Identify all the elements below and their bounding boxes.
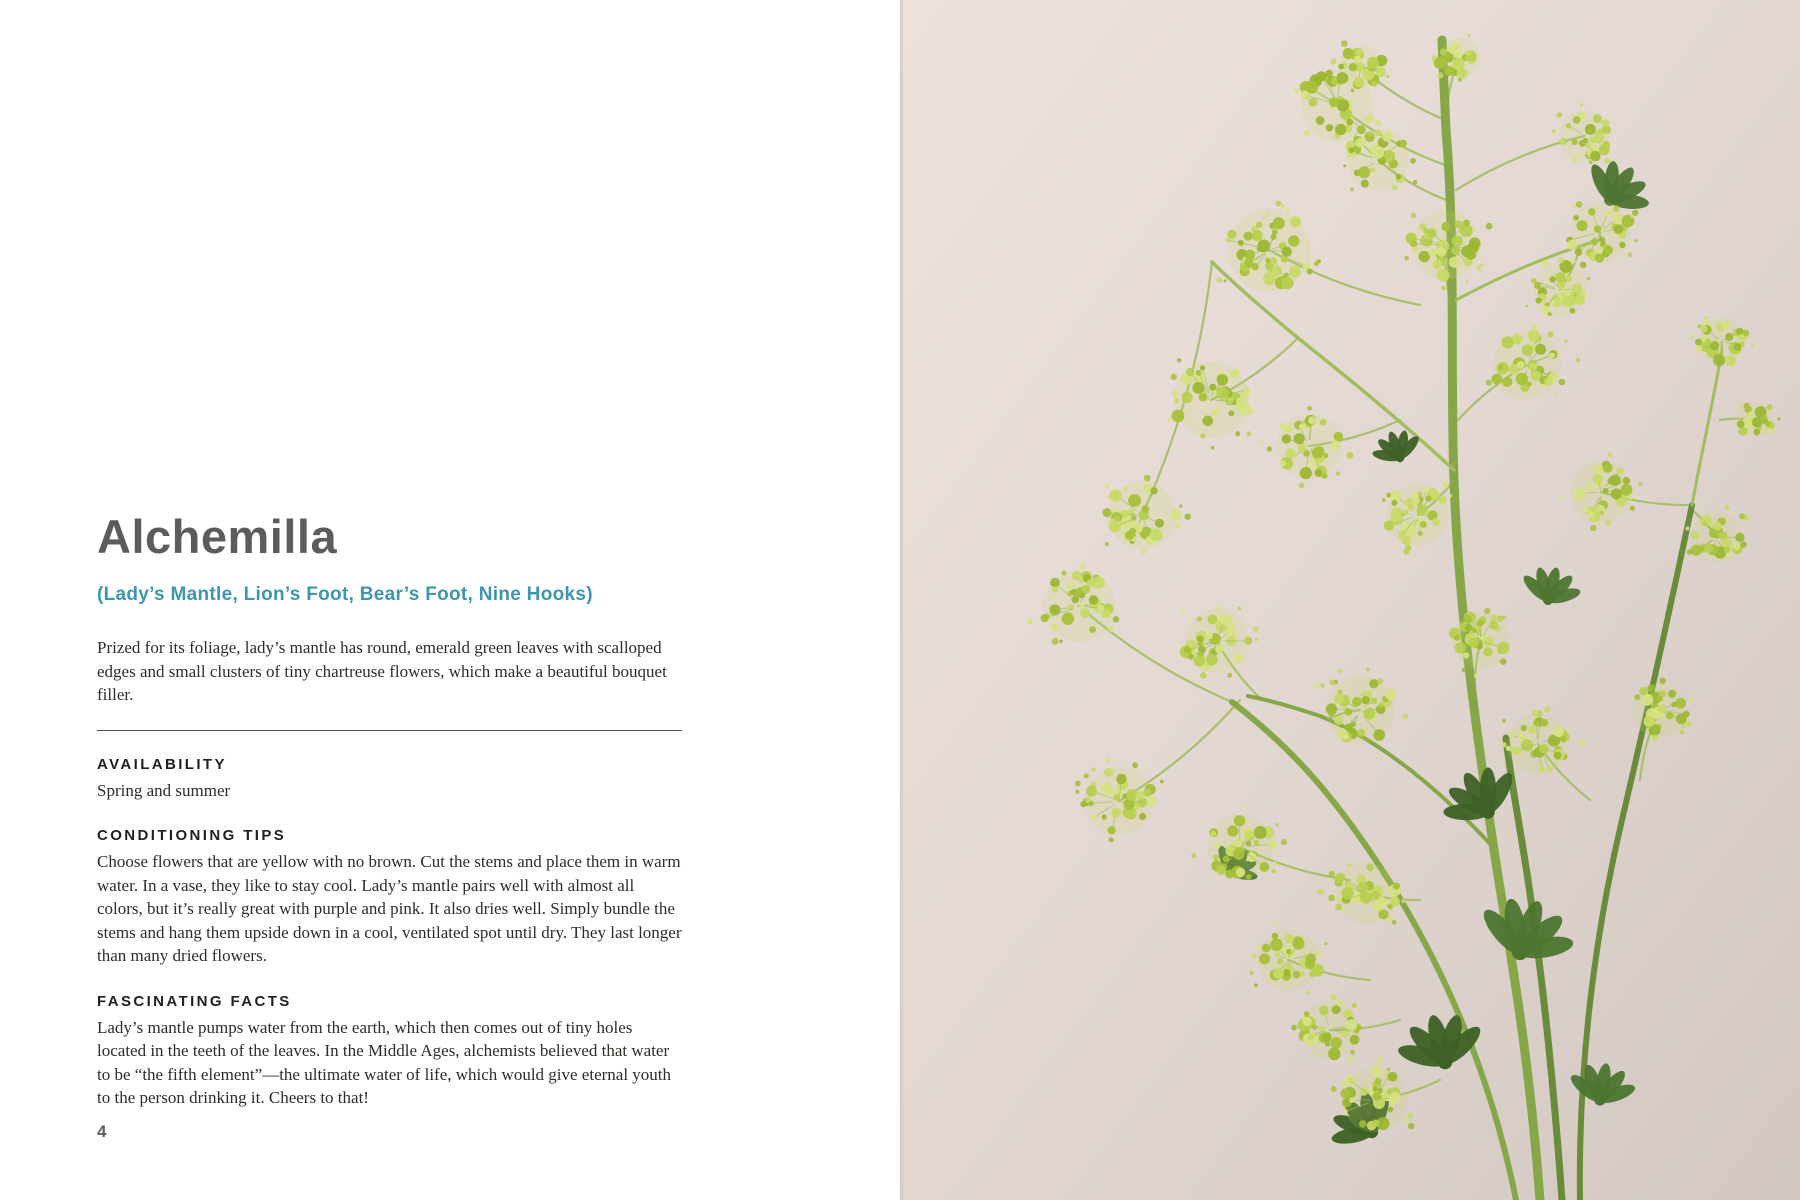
plant-illustration bbox=[900, 0, 1800, 1200]
text-column bbox=[97, 512, 682, 1110]
availability-heading: AVAILABILITY bbox=[97, 755, 227, 773]
conditioning-tips-body: Choose flowers that are yellow with no brown. Cut the stems and place them in warm water. In a vase, they like to stay cool. Lady’s mantle pairs well with almost all colors, but it’s really great with purple and pink. It also dries well. Simply bundle the stems and hang them upside down in a cool, ventilated spot until dry. They last longer than many dried flowers. bbox=[97, 852, 682, 965]
availability-body: Spring and summer bbox=[97, 780, 231, 800]
fascinating-facts-body: Lady’s mantle pumps water from the earth, which then comes out of tiny holes located in the teeth of the leaves. In the Middle Ages, alchemists believed that water to be “the fifth element”—the ultimate water of life, which would give eternal youth to the person drinking it. Cheers to that! bbox=[97, 1017, 672, 1107]
page-title: Alchemilla bbox=[97, 510, 338, 563]
fascinating-facts-heading: FASCINATING FACTS bbox=[97, 992, 292, 1010]
page-number: 4 bbox=[97, 1122, 107, 1141]
alchemilla-photo bbox=[900, 0, 1800, 1200]
intro-paragraph: Prized for its foliage, lady’s mantle has round, emerald green leaves with scalloped edges and small clusters of tiny chartreuse flowers, which make a beautiful bouquet filler. bbox=[97, 638, 667, 704]
conditioning-tips-heading: CONDITIONING TIPS bbox=[97, 827, 287, 844]
section-fascinating-facts bbox=[97, 993, 682, 1110]
section-divider bbox=[97, 730, 682, 731]
section-availability bbox=[97, 756, 682, 803]
common-names-subtitle: (Lady’s Mantle, Lion’s Foot, Bear’s Foot, Nine Hooks) bbox=[97, 584, 593, 605]
section-conditioning-tips bbox=[97, 827, 682, 968]
